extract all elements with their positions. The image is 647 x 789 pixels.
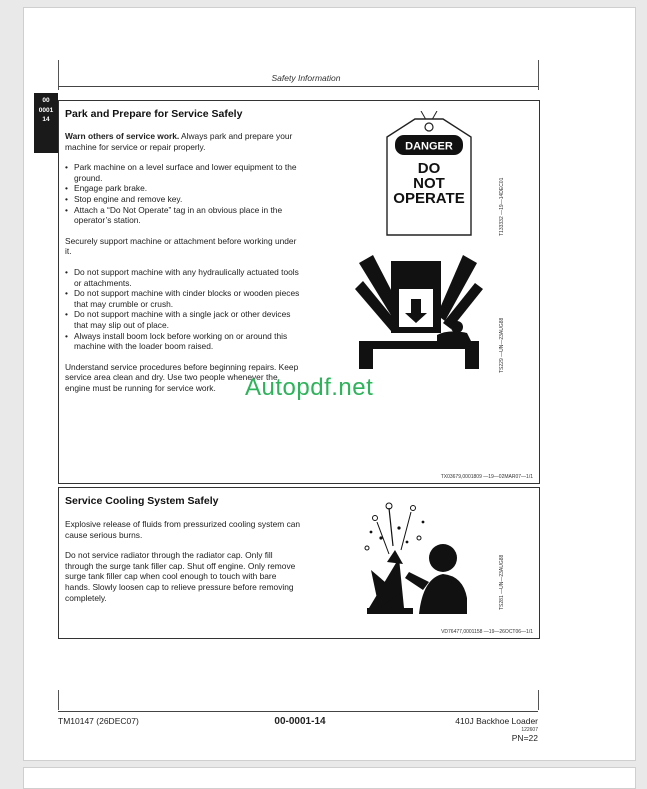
list-item: • Always install boom lock before working on or around this machine with the loader boom raised. bbox=[74, 331, 303, 352]
list-item: • Park machine on a level surface and lower equipment to the ground. bbox=[74, 162, 303, 183]
burn-hazard-illustration bbox=[359, 498, 479, 618]
tag-line-2: NOT bbox=[413, 175, 445, 192]
section-tab bbox=[34, 93, 58, 153]
figure3-reference: TS281 —UN—23AUG88 bbox=[499, 554, 505, 610]
footer-model: 410J Backhoe Loader bbox=[455, 716, 538, 726]
list-item: • Attach a “Do Not Operate” tag in an obvious place in the operator’s station. bbox=[74, 205, 303, 226]
support-list bbox=[65, 267, 303, 352]
tab-line-2: 0001 bbox=[38, 106, 54, 114]
section2-footer-reference: VD76477,0001158 —19—26OCT06—1/1 bbox=[441, 629, 533, 635]
cooling-system-section bbox=[58, 487, 540, 639]
footer-page-number: 00-0001-14 bbox=[274, 716, 326, 727]
section2-title: Service Cooling System Safely bbox=[65, 495, 219, 507]
support-paragraph: Securely support machine or attachment before working under it. bbox=[65, 235, 297, 257]
cooling-paragraph-2: Do not service radiator through the radiator cap. Only fill through the surge tank filler cap. Shut off engine. Only remove surge tank filler cap when cool enough to touch with bare hands. Slowly loosen cap to relieve pressure before removing completely. bbox=[65, 550, 296, 603]
tag-line-3: OPERATE bbox=[393, 190, 465, 207]
warn-rest: Always park and prepare your machine for service or repair properly. bbox=[65, 131, 293, 152]
list-item: • Stop engine and remove key. bbox=[74, 194, 303, 205]
tag-danger-label: DANGER bbox=[405, 140, 453, 153]
section1-title: Park and Prepare for Service Safely bbox=[65, 108, 243, 120]
do-not-operate-tag-illustration bbox=[379, 111, 479, 239]
figure2-reference: TS229 —UN—23AUG88 bbox=[499, 317, 505, 373]
park-steps-list bbox=[65, 162, 303, 226]
tab-line-1: 00 bbox=[42, 97, 50, 104]
footer-manual-id: TM10147 (26DEC07) bbox=[58, 716, 139, 726]
next-document-page bbox=[23, 767, 636, 789]
warn-bold: Warn others of service work. bbox=[65, 131, 180, 141]
header-rule bbox=[58, 86, 538, 87]
footer-pn: PN=22 bbox=[511, 733, 538, 743]
right-margin-line-lower bbox=[538, 690, 539, 710]
closing-paragraph: Understand service procedures before beginning repairs. Keep service area clean and dry. Use two people whenever the engine must be running for service work. bbox=[65, 361, 299, 393]
list-item: • Engage park brake. bbox=[74, 183, 303, 194]
tag-line-1: DO bbox=[417, 160, 441, 177]
park-prepare-section bbox=[58, 100, 540, 484]
list-item: • Do not support machine with a single jack or other devices that may slip out of place. bbox=[74, 309, 303, 330]
cooling-paragraph-1: Explosive release of fluids from pressurized cooling system can cause serious burns. bbox=[65, 519, 301, 540]
tab-line-3: 14 bbox=[42, 116, 50, 123]
header-title: Safety Information bbox=[271, 73, 341, 83]
figure1-reference: T133332 —19—14DEC01 bbox=[499, 177, 505, 236]
watermark: Autopdf.net bbox=[245, 374, 374, 401]
crush-hazard-illustration bbox=[349, 249, 489, 375]
section2-text bbox=[65, 519, 303, 603]
list-item: • Do not support machine with cinder blocks or wooden pieces that may crumble or crush. bbox=[74, 288, 303, 309]
footer-rule bbox=[58, 711, 538, 712]
footer-date-code: 122607 bbox=[521, 727, 538, 733]
list-item: • Do not support machine with any hydraulically actuated tools or attachments. bbox=[74, 267, 303, 288]
left-margin-line-lower bbox=[58, 690, 59, 710]
section1-text bbox=[65, 131, 303, 393]
section1-footer-reference: TX03679,0001809 —19—02MAR07—1/1 bbox=[440, 474, 533, 480]
